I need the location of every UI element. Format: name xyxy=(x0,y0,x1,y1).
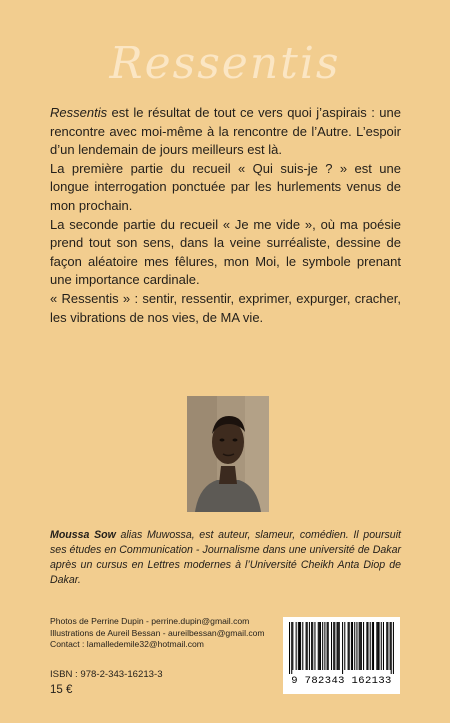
barcode-bar xyxy=(351,622,352,670)
barcode-bar xyxy=(376,622,377,670)
barcode-bar xyxy=(318,622,319,670)
book-title: Ressentis xyxy=(109,38,341,89)
barcode-bar xyxy=(311,622,312,670)
contact-info: Contact : lamalledemile32@hotmail.com xyxy=(50,639,204,649)
barcode-bar xyxy=(344,622,345,670)
barcode-bar xyxy=(300,622,301,670)
barcode-bar xyxy=(387,622,388,670)
barcode-bar xyxy=(367,622,368,670)
back-cover-blurb xyxy=(50,104,401,327)
author-bio xyxy=(50,528,401,588)
barcode-bar xyxy=(298,622,299,670)
barcode-bar xyxy=(386,622,387,670)
blurb-paragraph-4: « Ressentis » : sentir, ressentir, exprimer, expurger, cracher, les vibrations de nos vies, de MA vie. xyxy=(50,290,401,325)
barcode xyxy=(283,617,400,694)
barcode-bar xyxy=(379,622,380,670)
barcode-bar xyxy=(319,622,320,670)
barcode-bar xyxy=(292,622,293,670)
blurb-paragraph-1 xyxy=(50,104,401,160)
barcode-bar xyxy=(307,622,308,670)
photo-credit: Photos de Perrine Dupin - perrine.dupin@gmail.com xyxy=(50,616,250,626)
barcode-bar xyxy=(360,622,361,670)
barcode-bar xyxy=(334,622,335,670)
barcode-bar xyxy=(354,622,355,670)
isbn: ISBN : 978-2-343-16213-3 xyxy=(50,669,163,680)
author-photo xyxy=(187,396,269,512)
author-bio-text: alias Muwossa, est auteur, slameur, comédien. Il poursuit ses études en Communication - Journalisme dans une université de Dakar après un cursus en Lettres modernes à l’Université Cheikh Anta Diop de Dakar. xyxy=(50,529,401,586)
barcode-bar xyxy=(328,622,329,670)
barcode-bars-icon xyxy=(289,622,394,674)
barcode-bar xyxy=(370,622,371,670)
barcode-bar xyxy=(361,622,362,670)
credits xyxy=(50,616,280,651)
barcode-bar xyxy=(299,622,300,670)
barcode-bar xyxy=(373,622,374,670)
barcode-bar xyxy=(302,622,303,670)
barcode-bar xyxy=(327,622,328,670)
barcode-bar xyxy=(296,622,297,670)
blurb-paragraph-2: La première partie du recueil « Qui suis-je ? » est une longue interrogation ponctuée par les hurlements venus de mon prochain. xyxy=(50,160,401,213)
author-name: Moussa Sow xyxy=(50,529,116,541)
barcode-bar xyxy=(333,622,334,670)
barcode-bar xyxy=(372,622,373,670)
barcode-bar xyxy=(383,622,384,670)
barcode-bar xyxy=(331,622,332,670)
barcode-bar xyxy=(391,622,392,674)
author-portrait-illustration xyxy=(187,396,269,512)
barcode-bar xyxy=(349,622,350,670)
barcode-bar xyxy=(337,622,338,670)
barcode-bar xyxy=(314,622,315,670)
barcode-bar xyxy=(339,622,340,670)
barcode-bar xyxy=(291,622,292,674)
blurb-p1-text: est le résultat de tout ce vers quoi j’aspirais : une rencontre avec moi-même à la rencontre de l’Autre. L’espoir d’un lendemain de jours meilleurs est là. xyxy=(50,105,401,158)
barcode-bar xyxy=(320,622,321,670)
barcode-bar xyxy=(363,622,364,670)
barcode-digits: 9 782343 162133 xyxy=(291,675,392,687)
barcode-bar xyxy=(306,622,307,670)
barcode-bar xyxy=(377,622,378,670)
barcode-bar xyxy=(366,622,367,670)
barcode-bar xyxy=(289,622,290,674)
price: 15 € xyxy=(50,684,73,696)
barcode-bar xyxy=(342,622,343,674)
barcode-bar xyxy=(356,622,357,670)
barcode-bar xyxy=(393,622,394,674)
barcode-bar xyxy=(348,622,349,670)
blurb-title-italic: Ressentis xyxy=(50,105,108,120)
barcode-bar xyxy=(312,622,313,670)
barcode-bar xyxy=(322,622,323,670)
barcode-bar xyxy=(352,622,353,670)
barcode-bar xyxy=(381,622,382,670)
barcode-bar xyxy=(309,622,310,670)
barcode-bar xyxy=(359,622,360,670)
illustration-credit: Illustrations de Aureil Bessan - aureilbessan@gmail.com xyxy=(50,627,265,638)
barcode-bar xyxy=(338,622,339,670)
barcode-bar xyxy=(324,622,325,670)
barcode-bar xyxy=(390,622,391,670)
blurb-paragraph-3: La seconde partie du recueil « Je me vide », où ma poésie prend tout son sens, dans la veine surréaliste, dessine de façon aléatoire mes fêlures, mon Moi, le symbole prenant une importance cardinale. xyxy=(50,216,401,288)
